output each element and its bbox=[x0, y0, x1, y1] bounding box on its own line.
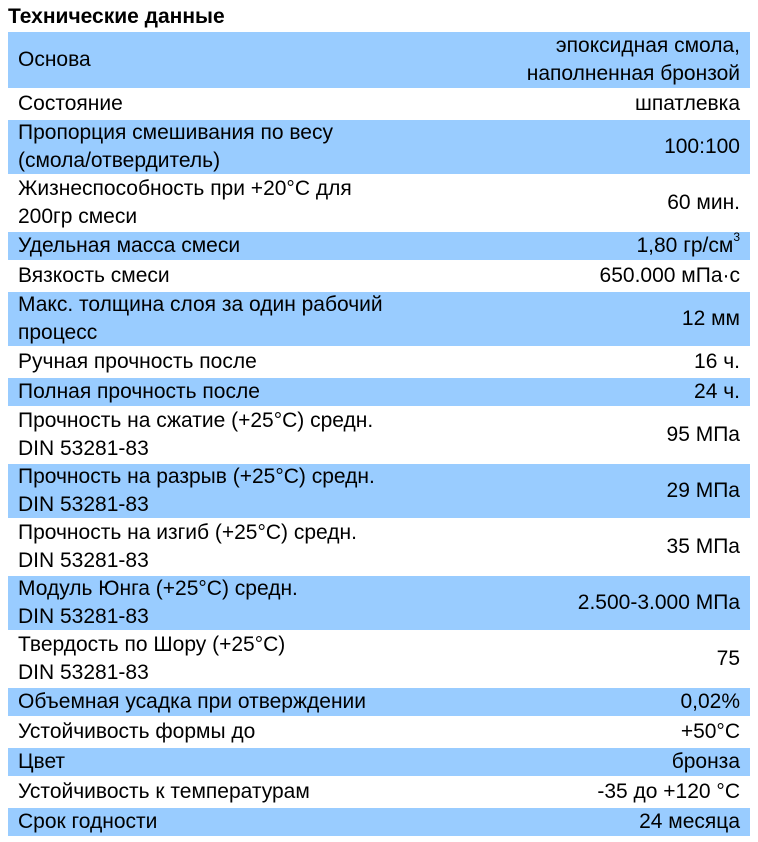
row-value: +50°C bbox=[680, 720, 740, 743]
row-label: Жизнеспособность при +20°C для 200гр смеси bbox=[18, 177, 352, 228]
table-row-youngs-modulus bbox=[8, 574, 750, 630]
row-label: Состояние bbox=[18, 92, 123, 115]
row-value: 100:100 bbox=[664, 135, 740, 158]
row-label: Модуль Юнга (+25°C) средн. DIN 53281-83 bbox=[18, 577, 298, 628]
row-label: Устойчивость формы до bbox=[18, 720, 256, 743]
row-label: Срок годности bbox=[18, 810, 158, 833]
row-label: Объемная усадка при отверждении bbox=[18, 690, 367, 713]
row-value: 24 ч. bbox=[694, 380, 740, 403]
row-label: Прочность на изгиб (+25°C) средн. DIN 53281-83 bbox=[18, 521, 357, 572]
table-row-handling-strength bbox=[8, 346, 750, 376]
table-row-temperature-resistance bbox=[8, 776, 750, 806]
row-label: Вязкость смеси bbox=[18, 264, 170, 287]
row-label: Макс. толщина слоя за один рабочий процесс bbox=[18, 293, 383, 344]
row-value: 0,02% bbox=[680, 690, 740, 713]
row-value: 2.500-3.000 МПа bbox=[577, 591, 740, 614]
row-value: 24 месяца bbox=[639, 810, 740, 833]
table-row-density bbox=[8, 230, 750, 260]
row-value: 35 МПа bbox=[666, 535, 740, 558]
row-label: Полная прочность после bbox=[18, 380, 260, 403]
table-row-pot-life bbox=[8, 174, 750, 230]
row-label: Прочность на разрыв (+25°C) средн. DIN 53281-83 bbox=[18, 465, 375, 516]
table-row-state bbox=[8, 88, 750, 118]
table-row-flexural-strength bbox=[8, 518, 750, 574]
table-row-max-thickness bbox=[8, 290, 750, 346]
density-value-text: 1,80 гр/см bbox=[636, 234, 734, 257]
row-label: Ручная прочность после bbox=[18, 350, 257, 373]
table-row-shore-hardness bbox=[8, 630, 750, 686]
row-value: 12 мм bbox=[681, 307, 740, 330]
table-row-shelf-life bbox=[8, 806, 750, 836]
table-row-full-strength bbox=[8, 376, 750, 406]
row-value: 650.000 мПа·с bbox=[599, 264, 740, 287]
row-value: эпоксидная смола, наполненная бронзой bbox=[526, 34, 740, 85]
row-value: 95 МПа bbox=[666, 423, 740, 446]
row-label: Основа bbox=[18, 48, 91, 71]
row-value bbox=[458, 232, 740, 260]
row-label: Устойчивость к температурам bbox=[18, 780, 310, 803]
technical-data-table bbox=[8, 32, 750, 836]
row-label: Удельная масса смеси bbox=[18, 234, 241, 257]
row-label: Пропорция смешивания по весу (смола/отвердитель) bbox=[18, 121, 333, 172]
row-label: Твердость по Шору (+25°C) DIN 53281-83 bbox=[18, 633, 286, 684]
table-row-color bbox=[8, 746, 750, 776]
table-row-viscosity bbox=[8, 260, 750, 290]
table-row-mix-ratio bbox=[8, 118, 750, 174]
density-superscript: 3 bbox=[733, 230, 740, 244]
row-value: 16 ч. bbox=[694, 350, 740, 373]
row-value: 60 мин. bbox=[667, 191, 740, 214]
row-value: -35 до +120 °C bbox=[597, 780, 740, 803]
table-row-compressive-strength bbox=[8, 406, 750, 462]
table-row-base bbox=[8, 32, 750, 88]
row-value: бронза bbox=[671, 750, 740, 773]
page-title: Технические данные bbox=[8, 5, 225, 28]
row-value: 75 bbox=[716, 647, 740, 670]
table-row-shrinkage bbox=[8, 686, 750, 716]
row-label: Цвет bbox=[18, 750, 66, 773]
row-value: шпатлевка bbox=[634, 92, 740, 115]
table-row-tensile-strength bbox=[8, 462, 750, 518]
table-row-shape-stability bbox=[8, 716, 750, 746]
row-label: Прочность на сжатие (+25°C) средн. DIN 53281-83 bbox=[18, 409, 374, 460]
row-value: 29 МПа bbox=[666, 479, 740, 502]
